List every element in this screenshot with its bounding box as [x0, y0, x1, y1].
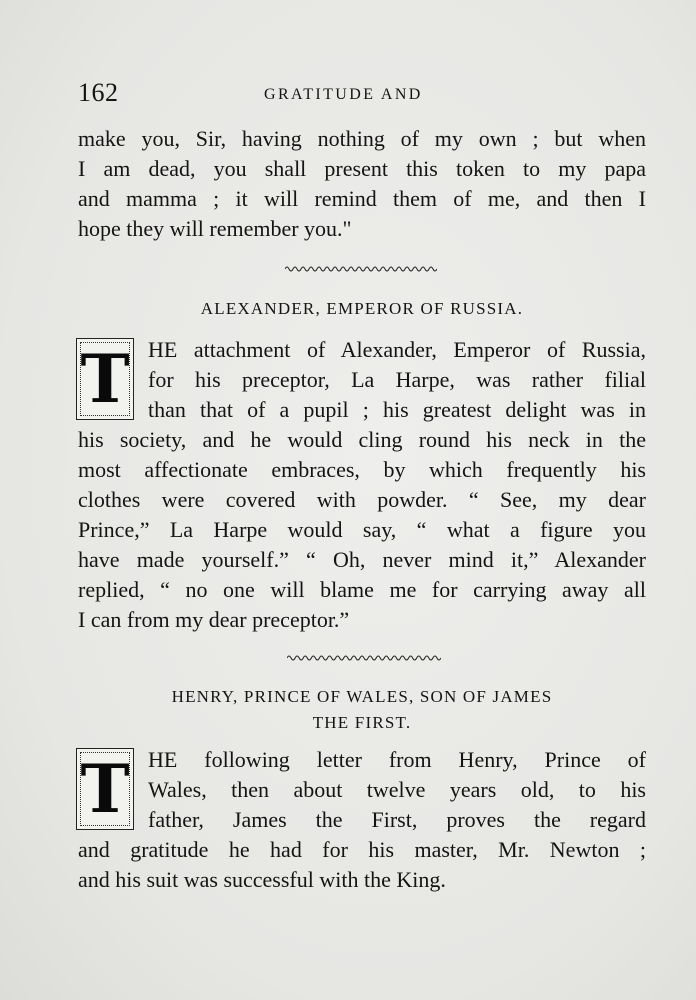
page-number: 162	[78, 78, 119, 107]
text-line: I am dead, you shall present this token to my papa	[78, 156, 646, 181]
ornamental-dropcap: T	[76, 748, 134, 830]
ornamental-dropcap: T	[76, 338, 134, 420]
text-line: father, James the First, proves the regard	[148, 807, 646, 832]
wavy-divider-ornament	[285, 265, 437, 273]
text-line: have made yourself.” “ Oh, never mind it,” Alexander	[78, 547, 646, 572]
text-line: clothes were covered with powder. “ See, my dear	[78, 487, 646, 512]
text-line: Prince,” La Harpe would say, “ what a figure you	[78, 517, 646, 542]
text-line: and mamma ; it will remind them of me, and then I	[78, 186, 646, 211]
text-line: and gratitude he had for his master, Mr. Newton ;	[78, 837, 646, 862]
continued-paragraph	[78, 124, 646, 244]
section-heading: ALEXANDER, EMPEROR OF RUSSIA.	[200, 299, 524, 318]
wavy-divider-ornament	[287, 654, 441, 662]
text-line: I can from my dear preceptor.”	[78, 607, 350, 632]
heading-line: HENRY, PRINCE OF WALES, SON OF JAMES	[171, 687, 553, 706]
text-line: Wales, then about twelve years old, to his	[148, 777, 646, 802]
section-heading	[78, 684, 646, 736]
text-line: HE attachment of Alexander, Emperor of Russia,	[148, 337, 646, 362]
text-line: for his preceptor, La Harpe, was rather filial	[148, 367, 646, 392]
paragraph-alexander	[78, 335, 646, 635]
text-line: HE following letter from Henry, Prince of	[148, 747, 646, 772]
text-line: make you, Sir, having nothing of my own ; but when	[78, 126, 646, 151]
heading-line: THE FIRST.	[312, 713, 412, 732]
text-line: than that of a pupil ; his greatest delight was in	[148, 397, 646, 422]
paragraph-henry	[78, 745, 646, 895]
text-line: replied, “ no one will blame me for carrying away all	[78, 577, 646, 602]
text-line: hope they will remember you."	[78, 216, 352, 241]
running-title: GRATITUDE AND	[264, 86, 423, 103]
text-line: and his suit was successful with the King.	[78, 867, 446, 892]
text-line: most affectionate embraces, by which frequently his	[78, 457, 646, 482]
text-line: his society, and he would cling round his neck in the	[78, 427, 646, 452]
